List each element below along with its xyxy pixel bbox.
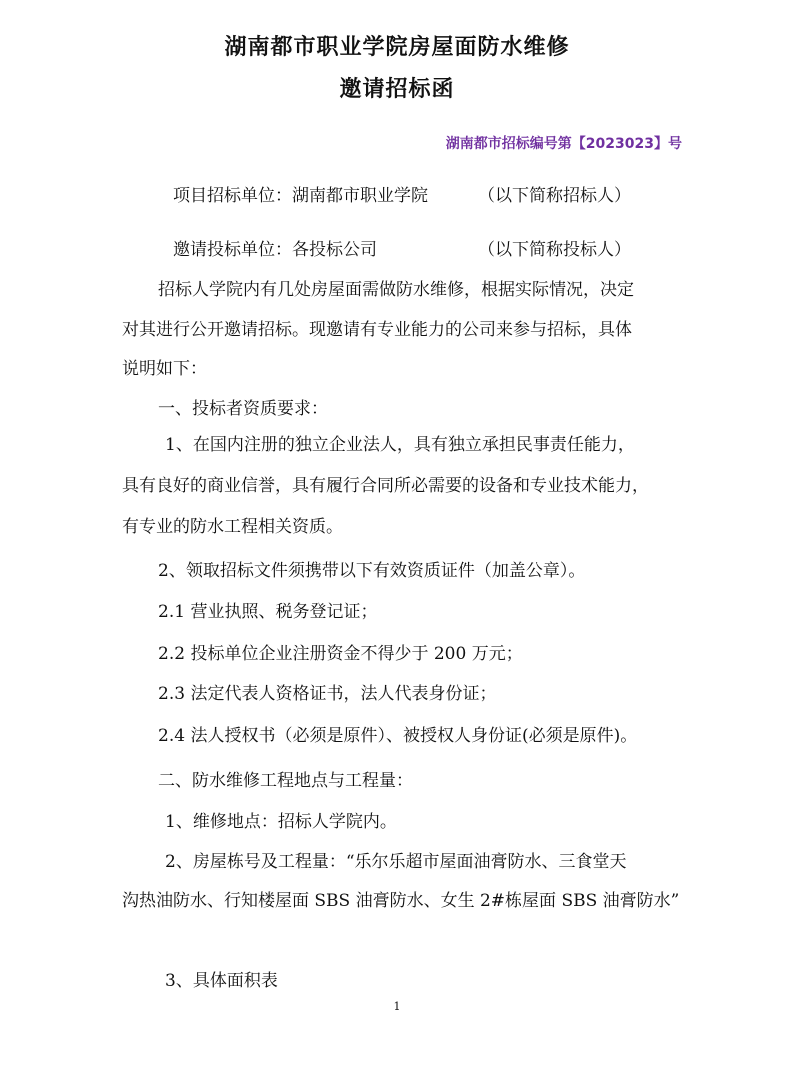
intro-line-3: 说明如下： (122, 359, 207, 379)
section1-item2-1: 2.1 营业执照、税务登记证； (158, 602, 378, 622)
section2-item1: 1、维修地点：招标人学院内。 (165, 812, 397, 832)
section1-item1-line1: 1、在国内注册的独立企业法人，具有独立承担民事责任能力， (165, 435, 635, 455)
section1-heading: 一、投标者资质要求： (158, 399, 328, 419)
section1-item2-3: 2.3 法定代表人资格证书，法人代表身份证； (158, 684, 497, 704)
intro-line-1: 招标人学院内有几处房屋面需做防水维修，根据实际情况，决定 (158, 280, 634, 300)
section1-item2: 2、领取招标文件须携带以下有效资质证件（加盖公章）。 (158, 561, 586, 581)
section1-item2-4: 2.4 法人授权书（必须是原件）、被授权人身份证(必须是原件)。 (158, 726, 638, 746)
section1-item2-2: 2.2 投标单位企业注册资金不得少于 200 万元； (158, 644, 523, 664)
section1-item1-line3: 有专业的防水工程相关资质。 (122, 517, 343, 537)
section2-item2-line1: 2、房屋栋号及工程量：“乐尔乐超市屋面油膏防水、三食堂天 (165, 852, 627, 872)
page-number: 1 (393, 1000, 401, 1013)
tenderer-note: （以下简称招标人） (478, 186, 631, 206)
intro-line-2: 对其进行公开邀请招标。现邀请有专业能力的公司来参与招标，具体 (122, 320, 632, 340)
reference-number: 湖南都市招标编号第【2023023】号 (445, 136, 682, 152)
tenderer-label: 项目招标单位：湖南都市职业学院 (173, 186, 428, 206)
section2-heading: 二、防水维修工程地点与工程量： (158, 771, 413, 791)
document-title-line2: 邀请招标函 (339, 77, 455, 102)
section2-item2-line2: 沟热油防水、行知楼屋面 SBS 油膏防水、女生 2#栋屋面 SBS 油膏防水” (122, 891, 680, 911)
section2-item3: 3、具体面积表 (165, 971, 278, 991)
section1-item1-line2: 具有良好的商业信誉，具有履行合同所必需要的设备和专业技术能力， (122, 476, 649, 496)
bidder-label: 邀请投标单位：各投标公司 (173, 240, 377, 260)
document-title-line1: 湖南都市职业学院房屋面防水维修 (224, 35, 570, 60)
bidder-note: （以下简称投标人） (478, 240, 631, 260)
